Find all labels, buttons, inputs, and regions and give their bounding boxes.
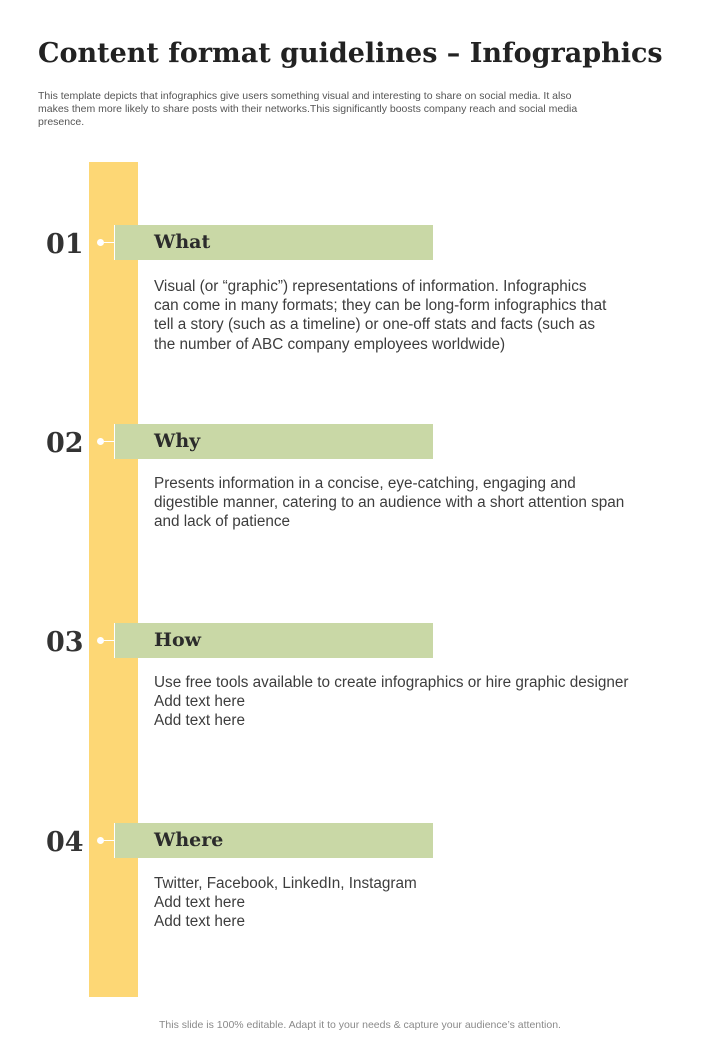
timeline-dot: [97, 637, 104, 644]
body-line: Use free tools available to create infographics or hire graphic designer: [154, 674, 629, 691]
timeline-bar: [89, 162, 138, 997]
body-line: Add text here: [154, 693, 245, 711]
body-line: digestible manner, catering to an audience with a short attention span: [154, 494, 625, 512]
body-line: Presents information in a concise, eye-catching, engaging and: [154, 475, 576, 492]
step-body-how: [154, 673, 654, 731]
step-heading-why: Why: [154, 430, 201, 452]
timeline-dot: [97, 239, 104, 246]
timeline-dot: [97, 438, 104, 445]
timeline-dot: [97, 837, 104, 844]
step-body-what: [154, 277, 654, 354]
step-heading-what: What: [154, 231, 211, 253]
body-line: tell a story (such as a timeline) or one-off stats and facts (such as: [154, 316, 595, 334]
step-number-01: 01: [46, 229, 84, 260]
body-line: Add text here: [154, 712, 245, 730]
step-heading-where: Where: [154, 829, 224, 851]
step-number-02: 02: [46, 428, 84, 459]
body-line: the number of ABC company employees worldwide): [154, 335, 506, 353]
footer-note: This slide is 100% editable. Adapt it to your needs & capture your audience’s attention.: [159, 1019, 561, 1031]
intro-paragraph: This template depicts that infographics give users something visual and interesting to share on social media. It also makes them more likely to share posts with their networks.This significantly boosts company reach and social media presence.: [38, 90, 578, 128]
step-heading-box-how: [114, 623, 433, 658]
body-line: Twitter, Facebook, LinkedIn, Instagram: [154, 875, 417, 892]
body-line: Add text here: [154, 894, 245, 912]
step-heading-how: How: [154, 629, 201, 651]
step-number-04: 04: [46, 827, 84, 858]
step-number-03: 03: [46, 627, 84, 658]
body-line: Visual (or “graphic”) representations of information. Infographics: [154, 278, 587, 295]
page-title: Content format guidelines – Infographics: [38, 38, 663, 69]
step-heading-box-what: [114, 225, 433, 260]
step-body-why: [154, 474, 654, 532]
step-body-where: [154, 874, 654, 932]
body-line: can come in many formats; they can be long-form infographics that: [154, 297, 607, 315]
body-line: Add text here: [154, 913, 245, 931]
step-heading-box-why: [114, 424, 433, 459]
body-line: and lack of patience: [154, 513, 291, 531]
step-heading-box-where: [114, 823, 433, 858]
